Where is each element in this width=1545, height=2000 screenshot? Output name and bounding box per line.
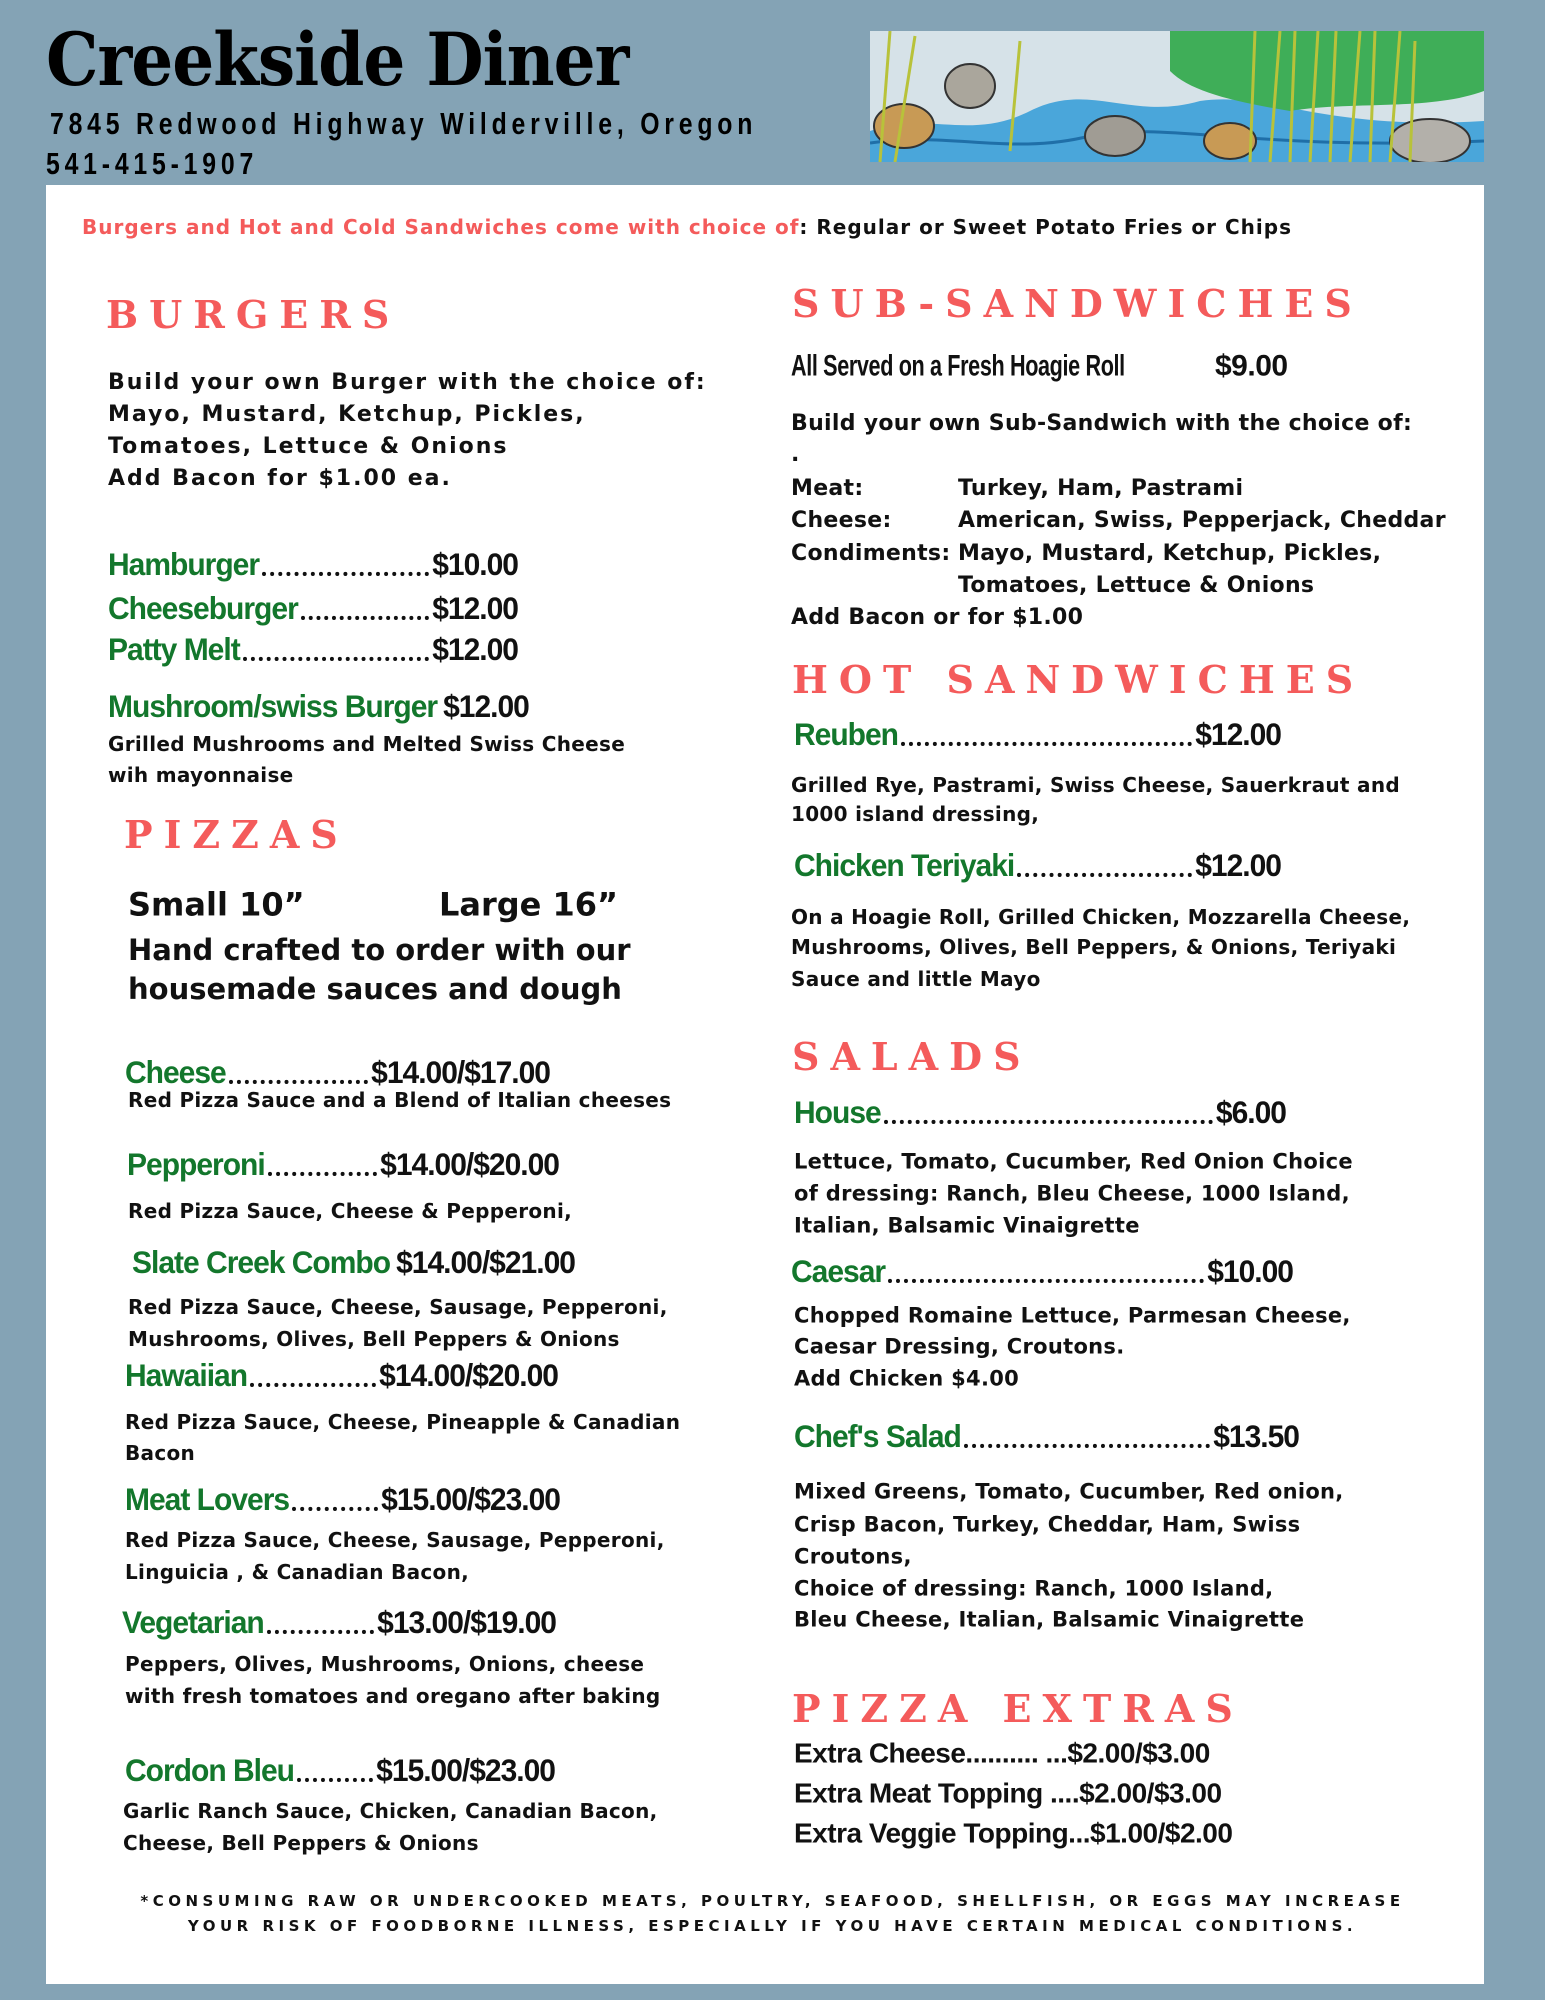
menu-item-vegetarian <box>122 1606 556 1641</box>
menu-item-house-salad <box>794 1096 1286 1131</box>
item-description: Chopped Romaine Lettuce, Parmesan Cheese, <box>794 1303 1351 1328</box>
item-name: Hamburger <box>108 547 260 583</box>
menu-item-caesar-salad <box>791 1255 1293 1290</box>
item-name: Chef's Salad <box>794 1419 961 1455</box>
menu-item-chefs-salad <box>794 1420 1299 1455</box>
item-description: Garlic Ranch Sauce, Chicken, Canadian Bacon, <box>123 1799 658 1823</box>
food-safety-disclaimer: YOUR RISK OF FOODBORNE ILLNESS, ESPECIALLY IF YOU HAVE CERTAIN MEDICAL CONDITIONS. <box>187 1916 1358 1935</box>
menu-item-pepperoni-pizza <box>127 1148 559 1183</box>
item-description: 1000 island dressing, <box>791 802 1040 826</box>
option-label-condiments: Condiments: <box>791 540 951 566</box>
item-name: Pepperoni <box>127 1147 265 1183</box>
item-price: $14.00/$21.00 <box>396 1245 575 1281</box>
burger-intro-line: Add Bacon for $1.00 ea. <box>108 465 452 491</box>
burger-intro-line: Tomatoes, Lettuce & Onions <box>108 433 509 459</box>
option-value-meat: Turkey, Ham, Pastrami <box>958 475 1244 501</box>
item-description: Add Chicken $4.00 <box>794 1366 1020 1391</box>
extra-item: Extra Cheese.......... ...$2.00/$3.00 <box>794 1737 1210 1769</box>
menu-item-reuben <box>794 718 1281 753</box>
section-title-hot-sandwiches: HOT SANDWICHES <box>792 657 1365 703</box>
option-value-condiments: Mayo, Mustard, Ketchup, Pickles, <box>958 540 1382 566</box>
burger-intro-line: Build your own Burger with the choice of: <box>108 369 707 395</box>
dot-leader <box>229 1080 368 1084</box>
item-name: Patty Melt <box>108 632 240 668</box>
item-description: Grilled Mushrooms and Melted Swiss Cheese <box>108 732 626 756</box>
dot-leader <box>901 742 1192 746</box>
item-name: Cheeseburger <box>108 591 298 627</box>
extra-item: Extra Meat Topping ....$2.00/$3.00 <box>794 1777 1222 1809</box>
dot-leader <box>243 657 430 661</box>
item-description: wih mayonnaise <box>108 763 294 787</box>
menu-item-cheeseburger <box>108 592 518 627</box>
section-title-salads: SALADS <box>792 1034 1032 1080</box>
item-name: Chicken Teriyaki <box>794 848 1015 884</box>
dot-leader <box>884 1120 1213 1124</box>
menu-item-chicken-teriyaki <box>794 849 1281 884</box>
item-price: $12.00 <box>432 591 518 627</box>
item-description: Mixed Greens, Tomato, Cucumber, Red onion, <box>794 1479 1344 1504</box>
item-name: Meat Lovers <box>125 1482 290 1518</box>
item-description: Red Pizza Sauce and a Blend of Italian cheeses <box>128 1088 672 1112</box>
item-description: Caesar Dressing, Croutons. <box>794 1334 1125 1359</box>
dot-leader <box>262 572 429 576</box>
address: 7845 Redwood Highway Wilderville, Oregon <box>50 105 758 141</box>
item-description: Mushrooms, Olives, Bell Peppers & Onions <box>128 1327 620 1351</box>
menu-item-patty-melt <box>108 633 518 668</box>
item-name: Mushroom/swiss Burger <box>108 689 438 725</box>
item-price: $12.00 <box>443 689 529 725</box>
item-description: Choice of dressing: Ranch, 1000 Island, <box>794 1576 1274 1601</box>
item-price: $12.00 <box>432 632 518 668</box>
item-description: Red Pizza Sauce, Cheese & Pepperoni, <box>128 1199 573 1223</box>
menu-item-meat-lovers <box>125 1483 560 1518</box>
item-price: $12.00 <box>1195 848 1281 884</box>
item-price: $15.00/$23.00 <box>376 1753 555 1789</box>
dot-leader <box>292 1507 378 1511</box>
item-description: On a Hoagie Roll, Grilled Chicken, Mozzarella Cheese, <box>791 905 1411 929</box>
dot-leader <box>888 1279 1204 1283</box>
item-name: Vegetarian <box>122 1605 264 1641</box>
size-small: Small 10” <box>128 885 305 924</box>
extra-item: Extra Veggie Topping...$1.00/$2.00 <box>794 1817 1233 1849</box>
section-title-pizza-extras: PIZZA EXTRAS <box>792 1686 1244 1732</box>
item-price: $14.00/$17.00 <box>371 1055 550 1091</box>
sub-dot: . <box>791 441 800 467</box>
item-price: $12.00 <box>1195 717 1281 753</box>
section-title-burgers: BURGERS <box>106 292 401 338</box>
sub-bacon: Add Bacon or for $1.00 <box>791 604 1084 630</box>
item-description: Cheese, Bell Peppers & Onions <box>123 1831 479 1855</box>
item-description: Linguicia , & Canadian Bacon, <box>125 1560 470 1584</box>
section-title-pizzas: PIZZAS <box>124 812 349 858</box>
option-value-condiments-cont: Tomatoes, Lettuce & Onions <box>958 572 1315 598</box>
dot-leader <box>297 1778 373 1782</box>
item-description: Red Pizza Sauce, Cheese, Pineapple & Canadian <box>125 1410 681 1434</box>
sub-price: $9.00 <box>1215 349 1288 383</box>
item-description: of dressing: Ranch, Bleu Cheese, 1000 Island, <box>794 1181 1350 1206</box>
size-large: Large 16” <box>439 885 619 924</box>
food-safety-disclaimer: *CONSUMING RAW OR UNDERCOOKED MEATS, POULTRY, SEAFOOD, SHELLFISH, OR EGGS MAY INCREASE <box>140 1891 1405 1910</box>
creek-illustration <box>870 31 1484 162</box>
item-name: Reuben <box>794 717 899 753</box>
dot-leader <box>964 1444 1210 1448</box>
menu-item-hawaiian <box>125 1359 558 1394</box>
dot-leader <box>268 1172 377 1176</box>
menu-item-mushroom-swiss-burger <box>108 689 529 725</box>
item-name: Cheese <box>125 1055 226 1091</box>
item-description: Red Pizza Sauce, Cheese, Sausage, Pepperoni, <box>128 1295 668 1319</box>
pizza-intro: housemade sauces and dough <box>128 972 622 1007</box>
item-description: Mushrooms, Olives, Bell Peppers, & Onions, Teriyaki <box>791 935 1397 959</box>
item-description: Italian, Balsamic Vinaigrette <box>794 1213 1140 1238</box>
restaurant-name: Creekside Diner <box>46 16 629 103</box>
dot-leader <box>301 616 429 620</box>
dot-leader <box>267 1630 374 1634</box>
option-label-cheese: Cheese: <box>791 507 892 533</box>
option-label-meat: Meat: <box>791 475 864 501</box>
burger-intro-line: Mayo, Mustard, Ketchup, Pickles, <box>108 401 586 427</box>
item-description: Croutons, <box>794 1544 912 1569</box>
item-name: Cordon Bleu <box>125 1753 294 1789</box>
pizza-intro: Hand crafted to order with our <box>128 933 631 968</box>
item-description: Crisp Bacon, Turkey, Cheddar, Ham, Swiss <box>794 1512 1301 1537</box>
menu-item-cordon-bleu <box>125 1754 555 1789</box>
item-price: $13.50 <box>1213 1419 1299 1455</box>
item-name: Slate Creek Combo <box>132 1245 391 1281</box>
sides-note-intro: Burgers and Hot and Cold Sandwiches come with choice of <box>82 215 800 239</box>
item-price: $6.00 <box>1215 1095 1286 1131</box>
item-price: $14.00/$20.00 <box>380 1147 559 1183</box>
sub-intro: Build your own Sub-Sandwich with the choice of: <box>791 410 1413 436</box>
item-description: Bleu Cheese, Italian, Balsamic Vinaigrette <box>794 1607 1305 1632</box>
item-description: Grilled Rye, Pastrami, Swiss Cheese, Sauerkraut and <box>791 773 1400 797</box>
sides-note-options: : Regular or Sweet Potato Fries or Chips <box>799 215 1292 239</box>
dot-leader <box>1017 873 1192 877</box>
item-description: Peppers, Olives, Mushrooms, Onions, cheese <box>125 1652 645 1676</box>
menu-item-slate-creek-combo <box>132 1245 575 1281</box>
phone: 541-415-1907 <box>46 145 259 181</box>
sub-served-note: All Served on a Fresh Hoagie Roll <box>791 349 1125 383</box>
item-name: Hawaiian <box>125 1358 248 1394</box>
sides-note <box>82 216 1292 238</box>
item-price: $10.00 <box>1207 1254 1293 1290</box>
item-description: Sauce and little Mayo <box>791 967 1041 991</box>
item-description: with fresh tomatoes and oregano after baking <box>125 1684 661 1708</box>
dot-leader <box>250 1383 376 1387</box>
section-title-sub-sandwiches: SUB-SANDWICHES <box>792 281 1363 327</box>
item-price: $13.00/$19.00 <box>377 1605 556 1641</box>
item-price: $14.00/$20.00 <box>379 1358 558 1394</box>
item-name: House <box>794 1095 881 1131</box>
menu-item-hamburger <box>108 548 518 583</box>
menu-item-cheese-pizza <box>125 1056 550 1091</box>
item-description: Red Pizza Sauce, Cheese, Sausage, Pepperoni, <box>125 1528 665 1552</box>
item-price: $10.00 <box>432 547 518 583</box>
item-name: Caesar <box>791 1254 886 1290</box>
option-value-cheese: American, Swiss, Pepperjack, Cheddar <box>958 507 1446 533</box>
item-description: Bacon <box>125 1441 196 1465</box>
item-price: $15.00/$23.00 <box>381 1482 560 1518</box>
item-description: Lettuce, Tomato, Cucumber, Red Onion Choice <box>794 1149 1353 1174</box>
